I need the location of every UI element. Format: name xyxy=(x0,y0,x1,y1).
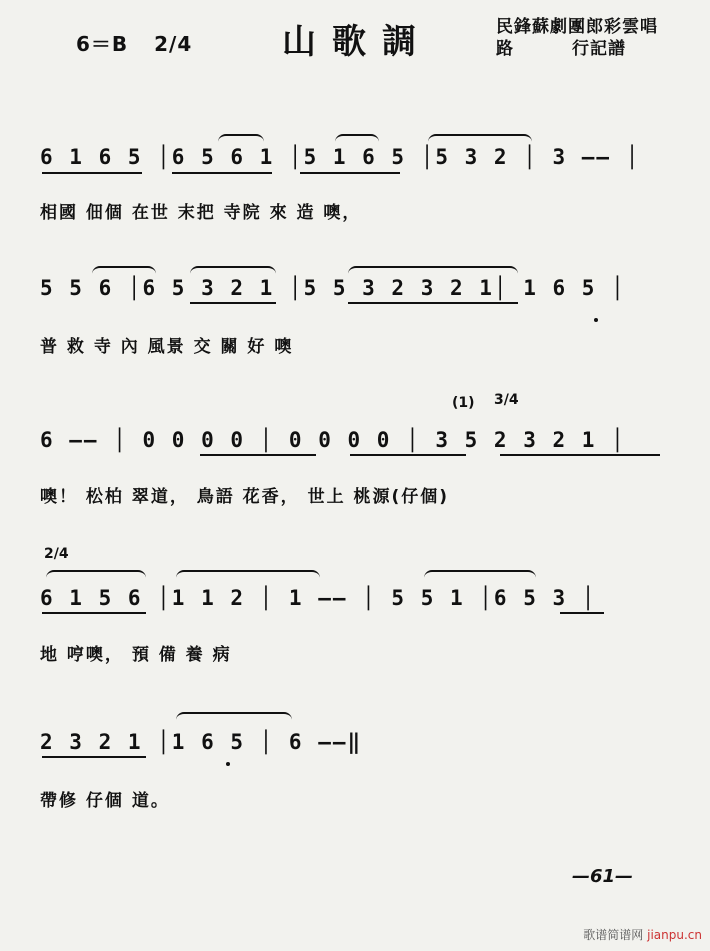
notation-line: 6 1 6 5 │6 5 6 1 │5 1 6 5 │5 3 2 │ 3 —— │ xyxy=(40,145,641,169)
lyrics-line: 帶修 仔個 道。 xyxy=(40,791,170,811)
time-change: 2/4 xyxy=(44,546,69,562)
slur-mark xyxy=(348,266,518,274)
underline-mark xyxy=(500,454,660,456)
slur-mark xyxy=(190,266,276,274)
notation-line: 5 5 6 │6 5 3 2 1 │5 5 3 2 3 2 1│ 1 6 5 │ xyxy=(40,276,626,300)
notation-line: 2 3 2 1 │1 6 5 │ 6 ——‖ xyxy=(40,730,363,754)
underline-mark xyxy=(190,302,276,304)
page-number: —61— xyxy=(572,866,634,887)
watermark-site-name: 歌谱简谱网 xyxy=(583,928,644,942)
underline-mark xyxy=(172,172,272,174)
underline-mark xyxy=(348,302,518,304)
slur-mark xyxy=(218,134,264,142)
time-change: 3/4 xyxy=(494,392,519,408)
underline-mark xyxy=(42,612,146,614)
slur-mark xyxy=(335,134,379,142)
slur-mark xyxy=(176,712,292,720)
slur-mark xyxy=(176,570,320,578)
time-signature: 2/4 xyxy=(154,32,193,56)
lyrics-line: 地 哼噢， 預 備 養 病 xyxy=(40,645,232,665)
underline-mark xyxy=(42,756,146,758)
slur-mark xyxy=(46,570,146,578)
credit-role: 行記譜 xyxy=(572,39,626,59)
key-signature xyxy=(76,28,192,57)
lyrics-line: 相國 佃個 在世 末把 寺院 來 造 噢， xyxy=(40,203,362,223)
slur-mark xyxy=(424,570,536,578)
credit-name: 路 xyxy=(496,39,514,59)
notation-line: 6 1 5 6 │1 1 2 │ 1 —— │ 5 5 1 │6 5 3 │ xyxy=(40,586,597,610)
song-title: 山歌調 xyxy=(282,22,432,62)
notation-line: 6 —— │ 0 0 0 0 │ 0 0 0 0 │ 3 5 2 3 2 1 │ xyxy=(40,428,626,452)
underline-mark xyxy=(560,612,604,614)
octave-dot xyxy=(594,318,598,322)
credit-transcriber xyxy=(496,34,626,59)
key-text: 6＝B xyxy=(76,32,129,56)
slur-mark xyxy=(428,134,532,142)
underline-mark xyxy=(200,454,316,456)
watermark xyxy=(583,926,702,943)
lyrics-line: 普 救 寺 內 風景 交 關 好 噢 xyxy=(40,337,294,357)
underline-mark xyxy=(300,172,400,174)
watermark-url: jianpu.cn xyxy=(647,928,702,942)
slur-mark xyxy=(92,266,156,274)
octave-dot xyxy=(226,762,230,766)
underline-mark xyxy=(350,454,466,456)
lyrics-line: 噢！ 松柏 翠道， 鳥語 花香， 世上 桃源(仔個) xyxy=(40,487,450,507)
credit-performer: 民鋒蘇劇團郎彩雲唱 xyxy=(496,17,658,37)
section-marker: (1) xyxy=(452,395,475,411)
underline-mark xyxy=(42,172,142,174)
